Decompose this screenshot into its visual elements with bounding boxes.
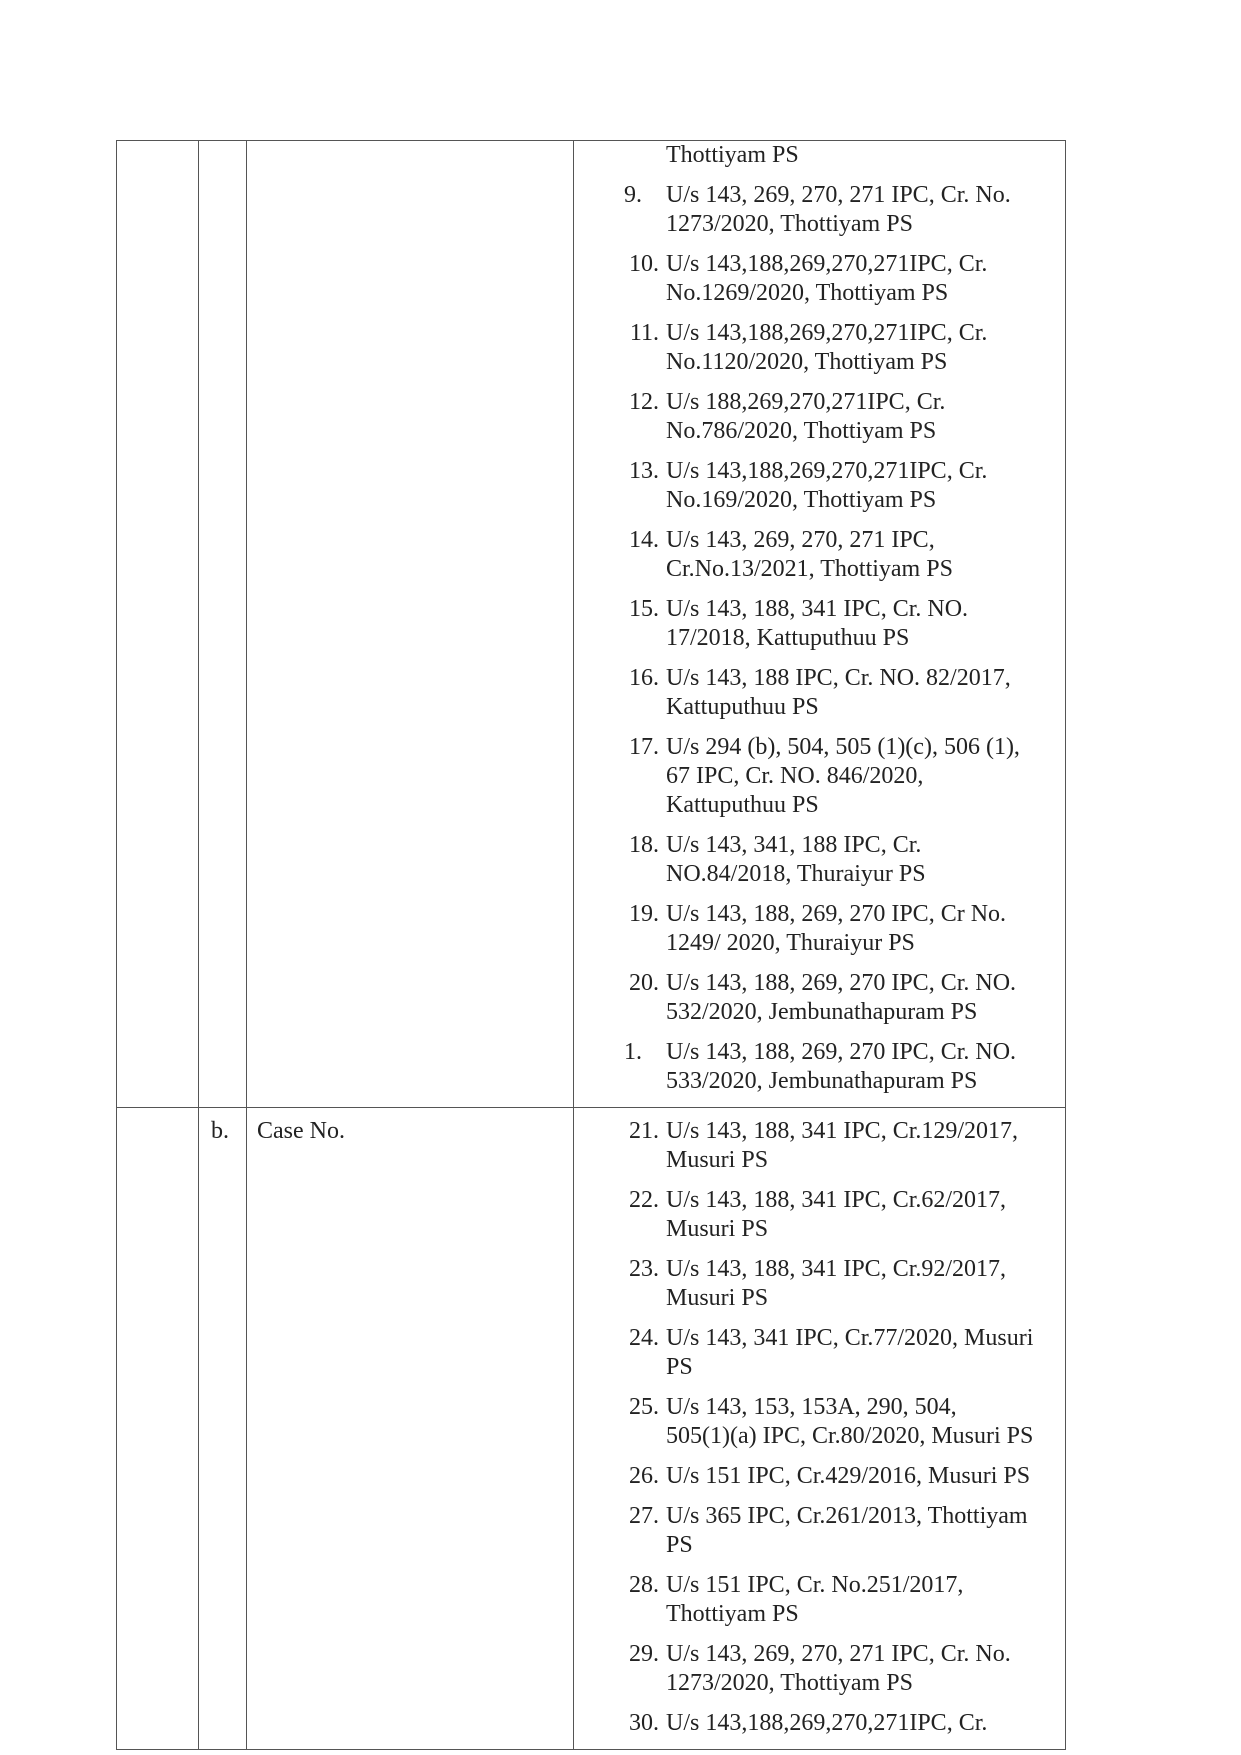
list-item-text: U/s 143,188,269,270,271IPC, Cr. No.169/2020, Thottiyam PS (666, 458, 988, 513)
list-item-number: 1. (624, 1039, 642, 1065)
list-item-text: U/s 294 (b), 504, 505 (1)(c), 506 (1), 67 IPC, Cr. NO. 846/2020, Kattuputhuu PS (666, 734, 1020, 818)
list-item-number: 25. (629, 1394, 659, 1420)
list-item-number: 26. (629, 1463, 659, 1489)
list-item-text: U/s 143, 188, 269, 270 IPC, Cr No. 1249/ 2020, Thuraiyur PS (666, 901, 1007, 956)
list-item (574, 595, 1051, 653)
field-label-cell (247, 141, 574, 1108)
list-item-text: U/s 143, 188, 341 IPC, Cr.62/2017, Musuri PS (666, 1187, 1007, 1242)
list-item (574, 969, 1051, 1027)
list-item (574, 664, 1051, 722)
list-item-number: 22. (629, 1187, 659, 1213)
table-row (117, 141, 1066, 1108)
list-item (574, 181, 1051, 239)
table-row (117, 1108, 1066, 1750)
list-item (574, 1255, 1051, 1313)
list-item (574, 1038, 1051, 1096)
list-item (574, 831, 1051, 889)
list-item (574, 733, 1051, 820)
list-item-number: 16. (629, 665, 659, 691)
list-item-number: 29. (629, 1641, 659, 1667)
list-item-number: 27. (629, 1503, 659, 1529)
list-item-number: 15. (629, 596, 659, 622)
list-item (574, 1571, 1051, 1629)
list-item (574, 1324, 1051, 1382)
list-item-number: 18. (629, 832, 659, 858)
list-item (574, 457, 1051, 515)
list-item-text: U/s 143, 269, 270, 271 IPC, Cr. No. 1273/2020, Thottiyam PS (666, 182, 1011, 237)
list-item-number: 13. (629, 458, 659, 484)
list-item-text: U/s 143,188,269,270,271IPC, Cr. (666, 1710, 988, 1736)
list-item-text: U/s 143, 188, 341 IPC, Cr.92/2017, Musuri PS (666, 1256, 1007, 1311)
list-item (574, 1117, 1051, 1175)
list-item-text: U/s 143,188,269,270,271IPC, Cr. No.1120/2020, Thottiyam PS (666, 320, 988, 375)
list-item (574, 250, 1051, 308)
list-item (574, 1640, 1051, 1698)
list-item-text: U/s 143, 269, 270, 271 IPC, Cr.No.13/2021, Thottiyam PS (666, 527, 953, 582)
sub-label-cell (199, 141, 247, 1108)
case-details-table (116, 140, 1066, 1750)
sub-label: b. (211, 1118, 229, 1144)
list-item (574, 1462, 1051, 1491)
list-item (574, 1502, 1051, 1560)
list-item-number: 21. (629, 1118, 659, 1144)
case-list-cell (574, 141, 1066, 1108)
list-item-text: U/s 151 IPC, Cr.429/2016, Musuri PS (666, 1463, 1031, 1489)
list-item-text: U/s 143,188,269,270,271IPC, Cr. No.1269/2020, Thottiyam PS (666, 251, 988, 306)
list-item (574, 1186, 1051, 1244)
serial-cell (117, 141, 199, 1108)
case-list (574, 1108, 1065, 1738)
carry-over-line: Thottiyam PS (666, 142, 799, 168)
list-item (574, 388, 1051, 446)
list-item-text: U/s 143, 188, 341 IPC, Cr. NO. 17/2018, Kattuputhuu PS (666, 596, 969, 651)
list-item-text: U/s 143, 188, 269, 270 IPC, Cr. NO. 532/2020, Jembunathapuram PS (666, 970, 1017, 1025)
case-list (574, 141, 1065, 1096)
list-item-text: U/s 143, 153, 153A, 290, 504, 505(1)(a) IPC, Cr.80/2020, Musuri PS (666, 1394, 1034, 1449)
list-item-number: 24. (629, 1325, 659, 1351)
list-item-number: 14. (629, 527, 659, 553)
list-item-number: 11. (629, 320, 659, 346)
list-item-text: U/s 143, 269, 270, 271 IPC, Cr. No. 1273/2020, Thottiyam PS (666, 1641, 1011, 1696)
list-item (574, 526, 1051, 584)
list-item-number: 23. (629, 1256, 659, 1282)
list-item-text: U/s 188,269,270,271IPC, Cr. No.786/2020, Thottiyam PS (666, 389, 946, 444)
sub-label-cell (199, 1108, 247, 1750)
list-item-text: U/s 143, 341, 188 IPC, Cr. NO.84/2018, Thuraiyur PS (666, 832, 926, 887)
list-item-number: 19. (629, 901, 659, 927)
list-item-text: U/s 143, 188, 269, 270 IPC, Cr. NO. 533/2020, Jembunathapuram PS (666, 1039, 1017, 1094)
list-item-text: U/s 365 IPC, Cr.261/2013, Thottiyam PS (666, 1503, 1028, 1558)
list-item (574, 900, 1051, 958)
list-item-text: U/s 143, 341 IPC, Cr.77/2020, Musuri PS (666, 1325, 1034, 1380)
list-item (574, 319, 1051, 377)
list-item (574, 1393, 1051, 1451)
list-item-text: U/s 143, 188 IPC, Cr. NO. 82/2017, Kattuputhuu PS (666, 665, 1011, 720)
serial-cell (117, 1108, 199, 1750)
list-item-text: U/s 143, 188, 341 IPC, Cr.129/2017, Musuri PS (666, 1118, 1019, 1173)
list-item-number: 12. (629, 389, 659, 415)
field-label-cell (247, 1108, 574, 1750)
list-item-text: U/s 151 IPC, Cr. No.251/2017, Thottiyam PS (666, 1572, 964, 1627)
field-label: Case No. (257, 1118, 345, 1144)
list-item (574, 1709, 1051, 1738)
case-list-cell (574, 1108, 1066, 1750)
list-item-number: 9. (624, 182, 642, 208)
list-item-number: 20. (629, 970, 659, 996)
list-item-number: 10. (629, 251, 659, 277)
list-item-number: 28. (629, 1572, 659, 1598)
list-item-number: 30. (629, 1710, 659, 1736)
list-item-number: 17. (629, 734, 659, 760)
